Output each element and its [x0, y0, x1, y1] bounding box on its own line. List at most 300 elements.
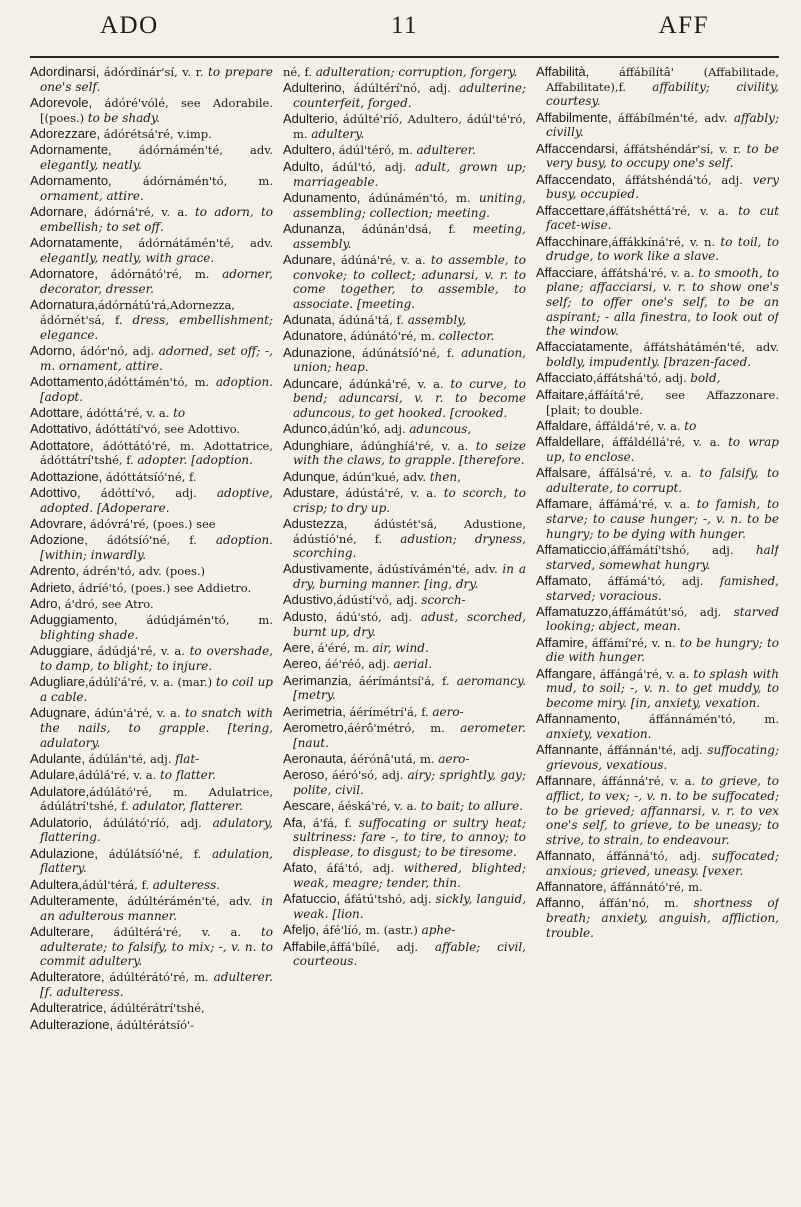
- dictionary-entry: [283, 312, 526, 328]
- entry-pronunciation: áffátshátámén'té, adv.: [632, 340, 779, 355]
- entry-pronunciation: ádústívámén'té, adv.: [372, 562, 503, 577]
- entry-headword: Aduggiare,: [30, 643, 93, 659]
- entry-definition: adulator, flatterer.: [132, 799, 243, 814]
- dictionary-entry: [30, 297, 273, 342]
- dictionary-entry: [536, 879, 779, 895]
- dictionary-entry: [30, 969, 273, 999]
- dictionary-entry: [30, 64, 273, 94]
- dictionary-entry: [536, 339, 779, 369]
- dictionary-entry: [30, 815, 273, 845]
- entry-definition: affably; civilly.: [546, 110, 779, 140]
- entry-pronunciation: ádótsíó'né, f.: [87, 533, 216, 548]
- dictionary-entry: [283, 640, 526, 656]
- entry-definition: to adorn, to embellish; to set off.: [40, 205, 273, 235]
- entry-definition: uniting, assembling; collection; meeting.: [293, 190, 526, 220]
- entry-pronunciation: ádríé'tó, (poes.) see Addietro.: [74, 580, 252, 595]
- entry-definition: to coil up a cable.: [40, 675, 273, 705]
- dictionary-entry: [536, 64, 779, 109]
- dictionary-column-1: [30, 64, 273, 1200]
- dictionary-entry: [30, 173, 273, 203]
- entry-headword: Affaccettare,: [536, 202, 609, 218]
- entry-pronunciation: áffáldéllá'ré, v. a.: [604, 435, 729, 450]
- entry-definition: to grieve, to afflict, to vex; -, v. n. to be suffocated; to be grieved; affannarsi, v. r. to vex one's self, to grieve, to be uneasy; to strive, to strain, to endeavour.: [546, 774, 779, 847]
- entry-definition: to be shady.: [87, 110, 160, 125]
- entry-definition: to wrap up, to enclose.: [546, 435, 779, 464]
- dictionary-entry: [283, 704, 526, 720]
- entry-headword: Aduggiamento,: [30, 612, 118, 628]
- dictionary-entry: [536, 604, 779, 634]
- entry-headword: Adulare,: [30, 767, 79, 783]
- dictionary-entry: [283, 469, 526, 485]
- entry-headword: Affamatuzzo,: [536, 603, 612, 619]
- entry-headword: Aere,: [283, 639, 315, 655]
- entry-definition: suffocating; grievous, vexatious.: [546, 743, 779, 773]
- entry-definition: to toil, to drudge, to work like a slave.: [546, 234, 779, 264]
- entry-pronunciation: ádórnámén'té, adv.: [111, 143, 273, 158]
- entry-pronunciation: áérímántsí'á, f.: [351, 673, 457, 688]
- entry-headword: Affabilmente,: [536, 109, 612, 125]
- dictionary-entry: [283, 111, 526, 141]
- entry-pronunciation: áéró'só, adj.: [327, 768, 408, 783]
- entry-pronunciation: ádúná'ré, v. a.: [335, 252, 431, 267]
- dictionary-entry: [30, 580, 273, 596]
- entry-headword: Adustezza,: [283, 515, 348, 531]
- entry-headword: Aereo,: [283, 656, 322, 672]
- entry-pronunciation: ádúltérátrí'tshé,: [106, 1001, 205, 1016]
- entry-pronunciation: ádórnátámén'té, adv.: [122, 236, 273, 251]
- entry-pronunciation: áffálsá'ré, v. a.: [590, 466, 700, 481]
- dictionary-entry: [30, 751, 273, 767]
- entry-pronunciation: ádórnátó'ré, m.: [97, 267, 223, 282]
- entry-headword: Afatuccio,: [283, 891, 341, 907]
- entry-headword: Aescare,: [283, 798, 335, 814]
- entry-definition: air, wind.: [372, 640, 429, 655]
- dictionary-entry: [30, 1017, 273, 1033]
- dictionary-entry: [536, 172, 779, 202]
- entry-pronunciation: ádórná'ré, v. a.: [87, 205, 195, 220]
- entry-definition: adunation, union; heap.: [293, 345, 526, 375]
- entry-headword: Affaccendarsi,: [536, 140, 619, 156]
- dictionary-entry: [536, 387, 779, 417]
- entry-headword: Aeronauta,: [283, 750, 347, 766]
- dictionary-entry: [30, 405, 273, 421]
- dictionary-entry: [30, 643, 273, 673]
- dictionary-entry: [283, 720, 526, 750]
- entry-definition: aero-: [432, 704, 464, 719]
- dictionary-entry: [30, 142, 273, 172]
- entry-pronunciation: ádúlá'ré, v. a.: [78, 768, 160, 783]
- dictionary-entry: [283, 516, 526, 561]
- entry-headword: Adottamento,: [30, 373, 108, 389]
- entry-pronunciation: ádúnátó'ré, m.: [346, 329, 439, 344]
- entry-definition: to: [173, 405, 186, 420]
- entry-pronunciation: ádóttá'ré, v. a.: [82, 405, 174, 420]
- entry-headword: Adro,: [30, 595, 62, 611]
- entry-definition: to scorch, to crisp; to dry up.: [293, 485, 526, 515]
- entry-pronunciation: ádóttátsíó'né, f.: [102, 469, 197, 484]
- dictionary-entry: [30, 516, 273, 532]
- entry-definition: to overshade, to damp, to blight; to injure.: [40, 644, 273, 674]
- dictionary-columns: [30, 64, 780, 1200]
- entry-pronunciation: áffátshá'ré, v. a.: [597, 265, 699, 280]
- dictionary-entry: [30, 204, 273, 234]
- entry-headword: Affabile,: [283, 938, 330, 954]
- dictionary-entry: [283, 767, 526, 797]
- entry-definition: adulteress.: [152, 877, 221, 892]
- dictionary-entry: [30, 877, 273, 893]
- entry-headword: Adulterio,: [283, 111, 338, 127]
- dictionary-entry: [536, 635, 779, 665]
- entry-headword: Adornatore,: [30, 266, 98, 282]
- entry-pronunciation: ádúlán'té, adj.: [84, 751, 176, 766]
- entry-headword: Adugnare,: [30, 705, 90, 721]
- entry-headword: Aerometro,: [283, 719, 348, 735]
- page-header: [30, 6, 779, 58]
- dictionary-entry: [30, 846, 273, 876]
- entry-definition: adulterer. [f. adulteress.: [40, 970, 273, 1000]
- entry-headword: Adulatorio,: [30, 814, 93, 830]
- entry-headword: Afa,: [283, 814, 307, 830]
- entry-pronunciation: áffámátí'tshó, adj.: [610, 542, 756, 557]
- entry-definition: to bait; to allure.: [420, 799, 524, 814]
- entry-headword: Afeljo,: [283, 922, 320, 938]
- entry-definition: suffocating or sultry heat; sultriness: fare -, to tire, to annoy; to displease, to disgust; to be tiresome.: [293, 815, 526, 860]
- entry-pronunciation: ádú'stó, adj.: [327, 609, 421, 624]
- dictionary-entry: [283, 438, 526, 468]
- entry-pronunciation: áérô'métró, m.: [347, 720, 461, 735]
- dictionary-entry: [30, 596, 273, 612]
- entry-headword: Affaccendato,: [536, 171, 616, 187]
- entry-headword: Affacciato,: [536, 370, 597, 386]
- entry-pronunciation: ádúlátsíó'né, f.: [97, 846, 213, 861]
- dictionary-entry: [536, 265, 779, 339]
- entry-headword: Adusto,: [283, 608, 328, 624]
- entry-definition: adoption. [within; inwardly.: [40, 533, 273, 563]
- entry-pronunciation: áé'réó, adj.: [321, 657, 394, 672]
- dictionary-entry: [536, 711, 779, 741]
- dictionary-entry: [283, 190, 526, 220]
- dictionary-entry: [283, 485, 526, 515]
- entry-headword: Adunque,: [283, 468, 339, 484]
- entry-headword: Affamato,: [536, 572, 592, 588]
- entry-definition: to falsify, to adulterate, to corrupt.: [546, 466, 779, 495]
- page-number: 11: [390, 12, 419, 39]
- entry-pronunciation: áffánnámén'tó, m.: [620, 712, 779, 727]
- entry-pronunciation: ádúnghíá'ré, v. a.: [353, 438, 476, 453]
- entry-pronunciation: ádúnán'dsá, f.: [345, 221, 473, 236]
- entry-definition: withered, blighted; weak, meagre; tender, thin.: [293, 861, 526, 891]
- entry-definition: anxiety, vexation.: [546, 727, 652, 742]
- entry-headword: Affaldare,: [536, 417, 592, 433]
- entry-pronunciation: ádúl'téró, m.: [335, 143, 417, 158]
- entry-headword: Affamire,: [536, 634, 588, 650]
- dictionary-entry: [30, 438, 273, 468]
- entry-headword: Adultero,: [283, 142, 336, 158]
- entry-pronunciation: ádúnámén'tó, m.: [360, 190, 479, 205]
- dictionary-entry: [283, 345, 526, 375]
- entry-definition: suffocated; anxious; grieved, uneasy. [vexer.: [546, 849, 779, 878]
- entry-pronunciation: ádúltérámén'té, adv.: [118, 893, 262, 908]
- entry-definition: adoption. [adopt.: [40, 374, 273, 404]
- entry-pronunciation: ádúnká'ré, v. a.: [342, 376, 451, 391]
- entry-headword: Adornare,: [30, 204, 88, 220]
- entry-definition: dress, embellishment; elegance.: [40, 313, 273, 342]
- entry-headword: Adulterazione,: [30, 1016, 114, 1032]
- dictionary-entry: [283, 815, 526, 860]
- entry-definition: in an adulterous manner.: [40, 893, 273, 923]
- entry-pronunciation: ádórétsá'ré, v.imp.: [100, 126, 212, 141]
- dictionary-entry: [283, 891, 526, 921]
- entry-headword: Adugliare,: [30, 674, 89, 690]
- dictionary-entry: [30, 374, 273, 404]
- entry-headword: Adulteramente,: [30, 892, 119, 908]
- dictionary-entry: [536, 370, 779, 386]
- entry-pronunciation: áffán'nó, m.: [584, 896, 694, 911]
- entry-pronunciation: ádúltérátsíó'-: [113, 1017, 195, 1032]
- entry-definition: adorner, decorator, dresser.: [40, 267, 273, 297]
- entry-pronunciation: áffátshá'tó, adj.: [596, 371, 691, 386]
- entry-pronunciation: ádóttátí'vó, see Adottivo.: [91, 422, 241, 437]
- entry-headword: Aduncare,: [283, 375, 343, 391]
- entry-pronunciation: áffámá'ré, v. a.: [592, 497, 697, 512]
- entry-pronunciation: ádúnátsíó'né, f.: [355, 345, 462, 360]
- entry-pronunciation: ádún'kó, adj.: [330, 422, 410, 437]
- dictionary-entry: [536, 434, 779, 464]
- entry-definition: sickly, languid, weak. [lion.: [293, 892, 526, 922]
- entry-headword: Adorezzare,: [30, 125, 101, 141]
- entry-headword: Affacchinare,: [536, 233, 612, 249]
- entry-definition: to: [684, 418, 697, 433]
- entry-headword: Affacciare,: [536, 264, 598, 280]
- entry-headword: Affaldellare,: [536, 434, 605, 450]
- dictionary-entry: [283, 376, 526, 421]
- dictionary-entry: [30, 705, 273, 750]
- entry-definition: aeromancy. [metry.: [293, 673, 526, 703]
- entry-definition: meeting, assembly.: [293, 221, 526, 251]
- entry-headword: Adornamento,: [30, 173, 112, 189]
- entry-headword: Adulatore,: [30, 783, 90, 799]
- entry-definition: adulteration; corruption, forgery.: [315, 65, 518, 79]
- entry-definition: adorned, set off; -, m. ornament, attire.: [40, 343, 273, 373]
- dictionary-entry: [536, 773, 779, 847]
- entry-definition: to adulterate; to falsify, to mix; -, v. n. to commit adultery.: [40, 924, 273, 969]
- entry-pronunciation: áffámá'tó, adj.: [591, 573, 720, 588]
- dictionary-entry: [283, 221, 526, 251]
- entry-headword: Adottare,: [30, 404, 83, 420]
- dictionary-entry: [30, 563, 273, 579]
- entry-pronunciation: áffátshéttá'ré, v. a.: [608, 203, 739, 218]
- entry-definition: adulterine; counterfeit, forged.: [293, 81, 526, 111]
- entry-headword: Affannamento,: [536, 711, 621, 727]
- entry-definition: to assemble, to convoke; to collect; adunarsi, v. r. to come together, to assemble, to associate. [meeting.: [293, 252, 526, 311]
- entry-headword: Adunamento,: [283, 189, 361, 205]
- entry-pronunciation: ádúlátó'ré, m. Adulatrice, ádúlátrí'tshé, f.: [40, 784, 273, 814]
- dictionary-entry: [30, 784, 273, 814]
- entry-headword: Affabilità,: [536, 64, 590, 79]
- entry-definition: elegantly, neatly, with grace.: [40, 251, 215, 266]
- entry-headword: Aerimanzia,: [283, 672, 352, 688]
- entry-definition: blighting shade.: [40, 628, 139, 643]
- dictionary-entry: [30, 674, 273, 704]
- left-running-head: ADO: [100, 12, 159, 39]
- entry-headword: Adulteratore,: [30, 969, 105, 985]
- entry-definition: ornament, attire.: [40, 189, 144, 204]
- entry-headword: Adulteratrice,: [30, 1000, 107, 1016]
- entry-headword: Adunanza,: [283, 220, 346, 236]
- entry-pronunciation: ádór'nó, adj.: [75, 343, 159, 358]
- dictionary-entry: [283, 798, 526, 814]
- dictionary-entry: [283, 252, 526, 312]
- dictionary-entry: [30, 235, 273, 265]
- dictionary-entry: [283, 673, 526, 703]
- dictionary-entry: [283, 421, 526, 437]
- entry-pronunciation: ádórdínár'sí, v. r.: [99, 65, 209, 79]
- entry-headword: Adultera,: [30, 876, 83, 892]
- dictionary-entry: [536, 542, 779, 572]
- entry-pronunciation: ádún'kué, adv.: [338, 469, 430, 484]
- entry-headword: Adozione,: [30, 532, 88, 548]
- entry-pronunciation: ádóré'vólé, see Adorabile. [(poes.): [40, 95, 273, 125]
- entry-pronunciation: ádrén'tó, adv. (poes.): [79, 564, 206, 579]
- entry-pronunciation: á'éré, m.: [314, 640, 373, 655]
- entry-headword: Afato,: [283, 860, 317, 876]
- entry-headword: Adulterare,: [30, 923, 94, 939]
- entry-headword: Affaitare,: [536, 386, 588, 402]
- entry-definition: bold,: [690, 371, 721, 386]
- entry-pronunciation: ádúdjámén'tó, m.: [117, 613, 273, 628]
- entry-headword: Adottativo,: [30, 421, 92, 437]
- entry-pronunciation: ádúdjá'ré, v. a.: [92, 644, 190, 659]
- right-running-head: AFF: [658, 12, 709, 39]
- entry-pronunciation: ádóttí'vó, adj.: [80, 485, 217, 500]
- entry-pronunciation: ádúltérá'ré, v. a.: [93, 924, 261, 939]
- entry-pronunciation: ádúltérí'nó, adj.: [345, 81, 460, 96]
- entry-pronunciation: áffá'bílé, adj.: [329, 939, 435, 954]
- entry-definition: boldly, impudently. [brazen-faced.: [546, 355, 752, 370]
- entry-definition: scorch-: [421, 593, 466, 608]
- entry-definition: flat-: [175, 751, 200, 766]
- entry-headword: Affannante,: [536, 742, 603, 758]
- entry-pronunciation: ádúlátó'ríó, adj.: [92, 815, 213, 830]
- entry-pronunciation: ádústá'ré, v. a.: [338, 485, 444, 500]
- entry-headword: Adordinarsi,: [30, 64, 100, 79]
- entry-headword: Adulante,: [30, 750, 85, 766]
- entry-definition: starved looking; abject, mean.: [546, 604, 779, 634]
- entry-pronunciation: áffátshéndár'sí, v. r.: [618, 141, 747, 156]
- entry-pronunciation: ádúltérátó'ré, m.: [104, 970, 214, 985]
- entry-headword: Adulterino,: [283, 80, 346, 96]
- dictionary-entry: [30, 126, 273, 142]
- entry-pronunciation: áéská'ré, v. a.: [334, 799, 421, 814]
- dictionary-entry: [283, 609, 526, 639]
- entry-headword: Adovrare,: [30, 515, 87, 531]
- entry-headword: Adottazione,: [30, 468, 103, 484]
- dictionary-entry: [283, 64, 526, 80]
- dictionary-entry: [536, 465, 779, 495]
- dictionary-entry: [536, 418, 779, 434]
- dictionary-entry: [536, 110, 779, 140]
- entry-pronunciation: ádóvrá'ré, (poes.) see: [86, 516, 216, 531]
- dictionary-entry: [536, 496, 779, 541]
- dictionary-entry: [30, 924, 273, 969]
- entry-pronunciation: ádóttámén'tó, m.: [107, 374, 216, 389]
- entry-definition: to cut facet-wise.: [546, 203, 779, 233]
- header-rule: [30, 56, 779, 58]
- entry-definition: aero-: [438, 751, 470, 766]
- entry-headword: Adorevole,: [30, 94, 93, 110]
- entry-pronunciation: á'fá, f.: [306, 815, 359, 830]
- entry-headword: Adulto,: [283, 158, 324, 174]
- entry-headword: Affannare,: [536, 773, 596, 789]
- entry-pronunciation: ádún'á'ré, v. a.: [90, 706, 185, 721]
- entry-pronunciation: áffáldá'ré, v. a.: [591, 418, 685, 433]
- entry-headword: Adunco,: [283, 421, 331, 437]
- dictionary-entry: [536, 895, 779, 940]
- entry-pronunciation: áérímétrí'á, f.: [345, 704, 433, 719]
- entry-definition: adoptive, adopted. [Adoperare.: [40, 485, 273, 515]
- entry-pronunciation: ádórnámén'tó, m.: [111, 174, 273, 189]
- dictionary-entry: [30, 893, 273, 923]
- dictionary-entry: [283, 142, 526, 158]
- dictionary-entry: [536, 234, 779, 264]
- entry-definition: adopter. [adoption.: [137, 453, 253, 468]
- entry-definition: adustion; dryness, scorching.: [293, 531, 526, 561]
- dictionary-entry: [283, 860, 526, 890]
- entry-pronunciation: ádústét'sá, Adustione, ádústíó'né, f.: [293, 516, 526, 546]
- entry-definition: adultery.: [311, 127, 365, 142]
- entry-definition: to famish, to starve; to cause hunger; -, v. n. to be hungry; to be dying with hunger.: [546, 497, 779, 541]
- entry-definition: affable; civil, courteous.: [293, 939, 526, 969]
- dictionary-column-3: [536, 64, 779, 1200]
- dictionary-entry: [283, 80, 526, 110]
- entry-headword: Adrento,: [30, 563, 80, 579]
- entry-definition: to be hungry; to die with hunger.: [546, 635, 779, 665]
- entry-headword: Adornamente,: [30, 142, 112, 158]
- entry-definition: in a dry, burning manner. [ing, dry.: [293, 562, 526, 592]
- entry-definition: adulatory, flattering.: [40, 815, 273, 845]
- dictionary-entry: [536, 203, 779, 233]
- entry-pronunciation: áffángá'ré, v. a.: [595, 666, 694, 681]
- entry-definition: very busy, occupied.: [546, 172, 779, 202]
- entry-pronunciation: áffámátút'só, adj.: [611, 604, 734, 619]
- entry-pronunciation: áfátú'tshó, adj.: [340, 892, 436, 907]
- entry-headword: Adottatore,: [30, 437, 94, 453]
- entry-headword: Affangare,: [536, 665, 596, 681]
- entry-headword: Adornatura,: [30, 297, 98, 313]
- entry-headword: Adunare,: [283, 251, 336, 267]
- dictionary-entry: [536, 573, 779, 603]
- entry-headword: Adunazione,: [283, 344, 356, 360]
- entry-definition: elegantly, neatly.: [40, 158, 142, 173]
- entry-pronunciation: áffánná'ré, v. a.: [595, 774, 701, 789]
- dictionary-entry: [283, 328, 526, 344]
- entry-definition: aerometer. [naut.: [293, 720, 526, 750]
- entry-pronunciation: áffánná'tó, adj.: [595, 849, 712, 864]
- entry-pronunciation: ádúlí'á'ré, v. a. (mar.): [88, 675, 216, 690]
- entry-pronunciation: áffánnátó'ré, m.: [606, 880, 703, 895]
- entry-pronunciation: ádúlté'ríó, Adultero, ádúl'té'ró, m.: [293, 112, 526, 142]
- entry-pronunciation: ádúl'térá, f.: [82, 877, 153, 892]
- entry-definition: to prepare one's self.: [40, 65, 273, 94]
- entry-definition: airy; sprightly, gay; polite, civil.: [293, 768, 526, 798]
- entry-headword: Adustivo,: [283, 592, 337, 608]
- entry-headword: Affacciatamente,: [536, 339, 633, 355]
- entry-definition: aerial.: [393, 657, 433, 672]
- dictionary-entry: [536, 141, 779, 171]
- entry-pronunciation: á'dró, see Atro.: [61, 596, 154, 611]
- dictionary-entry: [536, 742, 779, 772]
- entry-headword: Aerimetria,: [283, 703, 346, 719]
